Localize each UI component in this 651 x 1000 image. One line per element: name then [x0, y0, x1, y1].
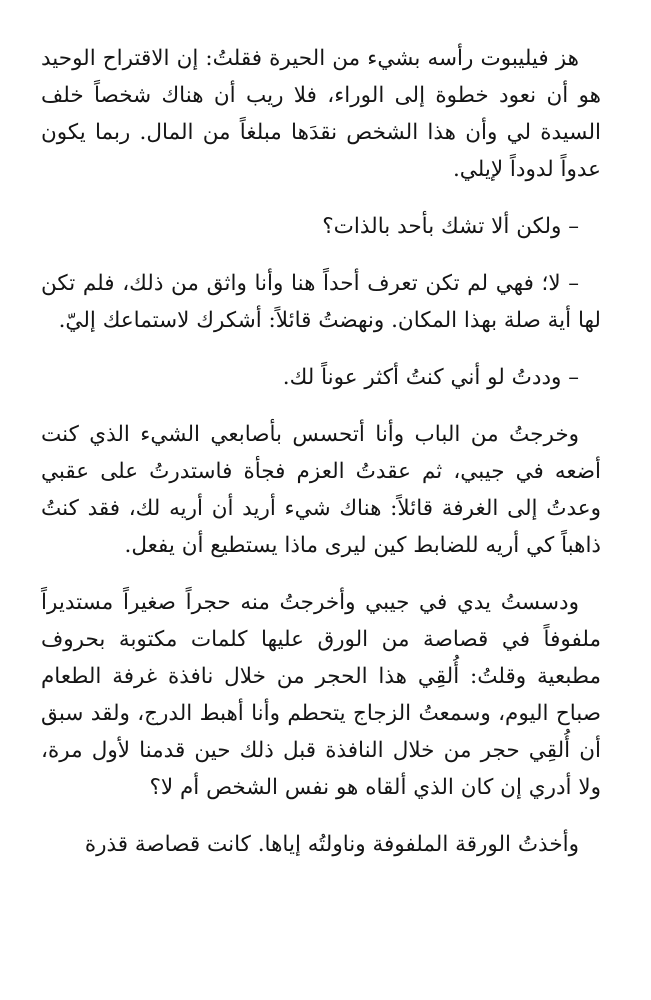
paragraph-dialogue: – لا؛ فهي لم تكن تعرف أحداً هنا وأنا واثق من ذلك، فلم تكن لها أية صلة بهذا المكان. ونهضتُ قائلاً: أشكرك لاستماعك إليّ.: [41, 271, 601, 333]
paragraph-narrative: ودسستُ يدي في جيبي وأخرجتُ منه حجراً صغيراً مستديراً ملفوفاً في قصاصة من الورق عليها كلمات مكتوبة بحروف مطبعية وقلتُ: أُلقِي هذا الحجر من خلال نافذة غرفة الطعام صباح اليوم، وسمعتُ الزجاج يتحطم وأنا أهبط الدرج، ولقد سبق أن أُلقِي حجر من خلال النافذة قبل ذلك حين قدمنا لأول مرة، ولا أدري إن كان الذي ألقاه هو نفس الشخص أم لا؟: [41, 590, 601, 800]
paragraph-narrative: هز فيليبوت رأسه بشيء من الحيرة فقلتُ: إن الاقتراح الوحيد هو أن نعود خطوة إلى الوراء، فلا ريب أن هناك شخصاً خلف السيدة لي وأن هذا الشخص نقدَها مبلغاً من المال. ربما يكون عدواً لدوداً لإيلي.: [41, 46, 601, 182]
book-page: [41, 40, 601, 863]
paragraph-narrative: وخرجتُ من الباب وأنا أتحسس بأصابعي الشيء الذي كنت أضعه في جيبي، ثم عقدتُ العزم فجأة فاستدرتُ على عقبي وعدتُ إلى الغرفة قائلاً: هناك شيء أريد أن أريه لك، فقد كنتُ ذاهباً كي أريه للضابط كين ليرى ماذا يستطيع أن يفعل.: [41, 422, 601, 558]
paragraph-narrative: وأخذتُ الورقة الملفوفة وناولتُه إياها. كانت قصاصة قذرة: [84, 832, 579, 857]
paragraph-dialogue: – وددتُ لو أني كنتُ أكثر عوناً لك.: [282, 365, 579, 390]
paragraph-dialogue: – ولكن ألا تشك بأحد بالذات؟: [322, 214, 579, 239]
